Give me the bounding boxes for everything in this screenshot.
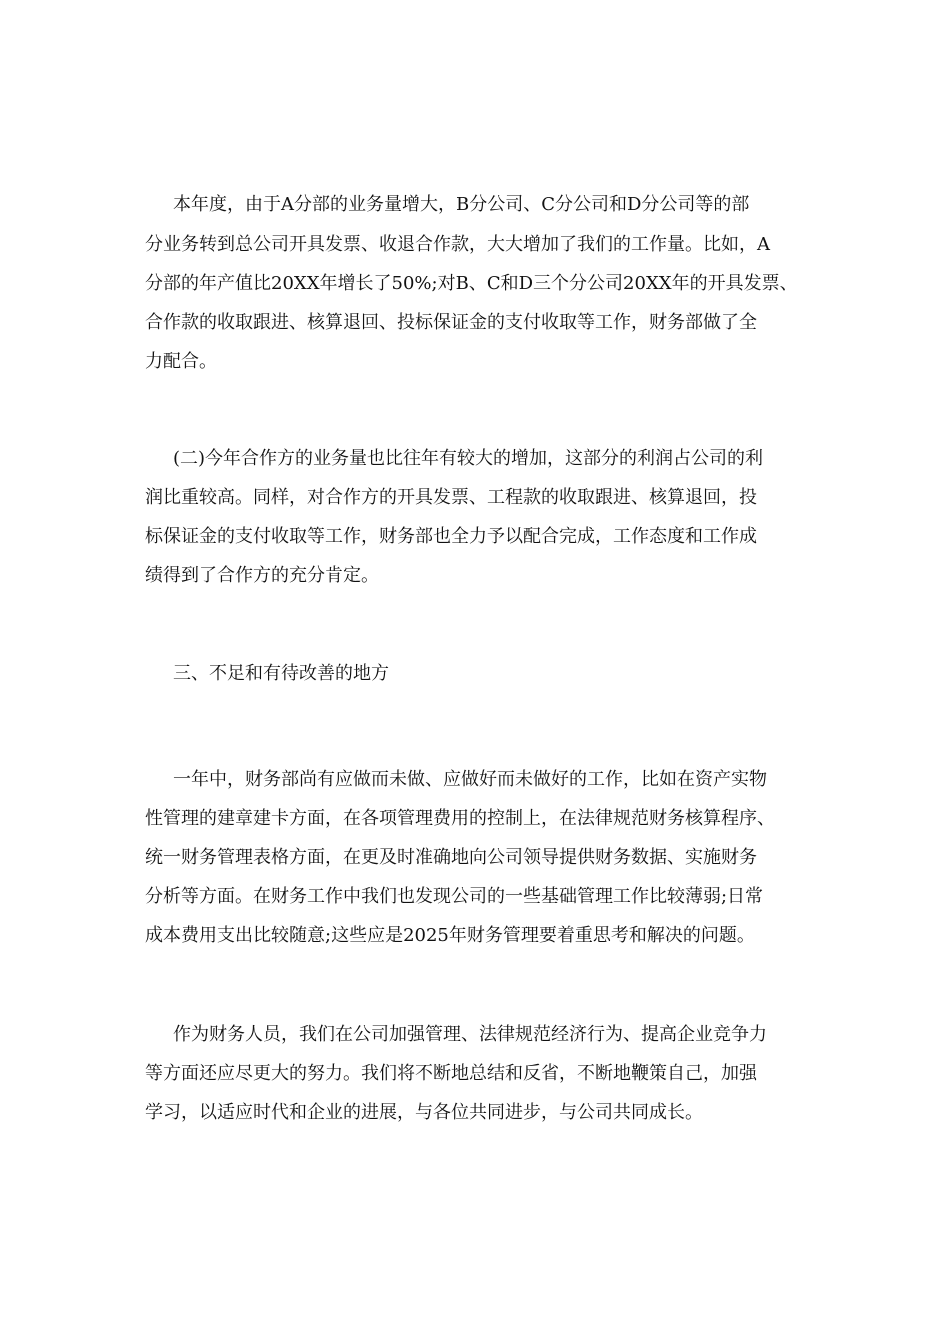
- paragraph-line: 润比重较高。同样，对合作方的开具发票、工程款的收取跟进、核算退回，投: [145, 487, 757, 508]
- paragraph-line: (二)今年合作方的业务量也比往年有较大的增加，这部分的利润占公司的利: [173, 448, 764, 469]
- paragraph-line: 性管理的建章建卡方面，在各项管理费用的控制上，在法律规范财务核算程序、: [145, 808, 775, 829]
- paragraph-line: 分业务转到总公司开具发票、收退合作款，大大增加了我们的工作量。比如，A: [145, 234, 770, 255]
- paragraph-line: 统一财务管理表格方面，在更及时准确地向公司领导提供财务数据、实施财务: [145, 847, 757, 868]
- paragraph-line: 绩得到了合作方的充分肯定。: [145, 565, 379, 586]
- paragraph-line: 一年中，财务部尚有应做而未做、应做好而未做好的工作，比如在资产实物: [173, 769, 767, 790]
- paragraph-line: 作为财务人员，我们在公司加强管理、法律规范经济行为、提高企业竞争力: [173, 1024, 767, 1045]
- paragraph-line: 学习，以适应时代和企业的进展，与各位共同进步，与公司共同成长。: [145, 1102, 703, 1123]
- paragraph-line: 分部的年产值比20XX年增长了50%;对B、C和D三个分公司20XX年的开具发票、: [145, 273, 798, 294]
- paragraph-line: 成本费用支出比较随意;这些应是2025年财务管理要着重思考和解决的问题。: [145, 925, 755, 946]
- paragraph-line: 本年度，由于A分部的业务量增大，B分公司、C分公司和D分公司等的部: [173, 194, 750, 215]
- paragraph-line: 合作款的收取跟进、核算退回、投标保证金的支付收取等工作，财务部做了全: [145, 312, 757, 333]
- paragraph-line: 标保证金的支付收取等工作，财务部也全力予以配合完成，工作态度和工作成: [145, 526, 757, 547]
- paragraph-line: 分析等方面。在财务工作中我们也发现公司的一些基础管理工作比较薄弱;日常: [145, 886, 764, 907]
- section-heading: 三、不足和有待改善的地方: [173, 663, 389, 684]
- paragraph-line: 力配合。: [145, 351, 217, 372]
- paragraph-line: 等方面还应尽更大的努力。我们将不断地总结和反省，不断地鞭策自己，加强: [145, 1063, 757, 1084]
